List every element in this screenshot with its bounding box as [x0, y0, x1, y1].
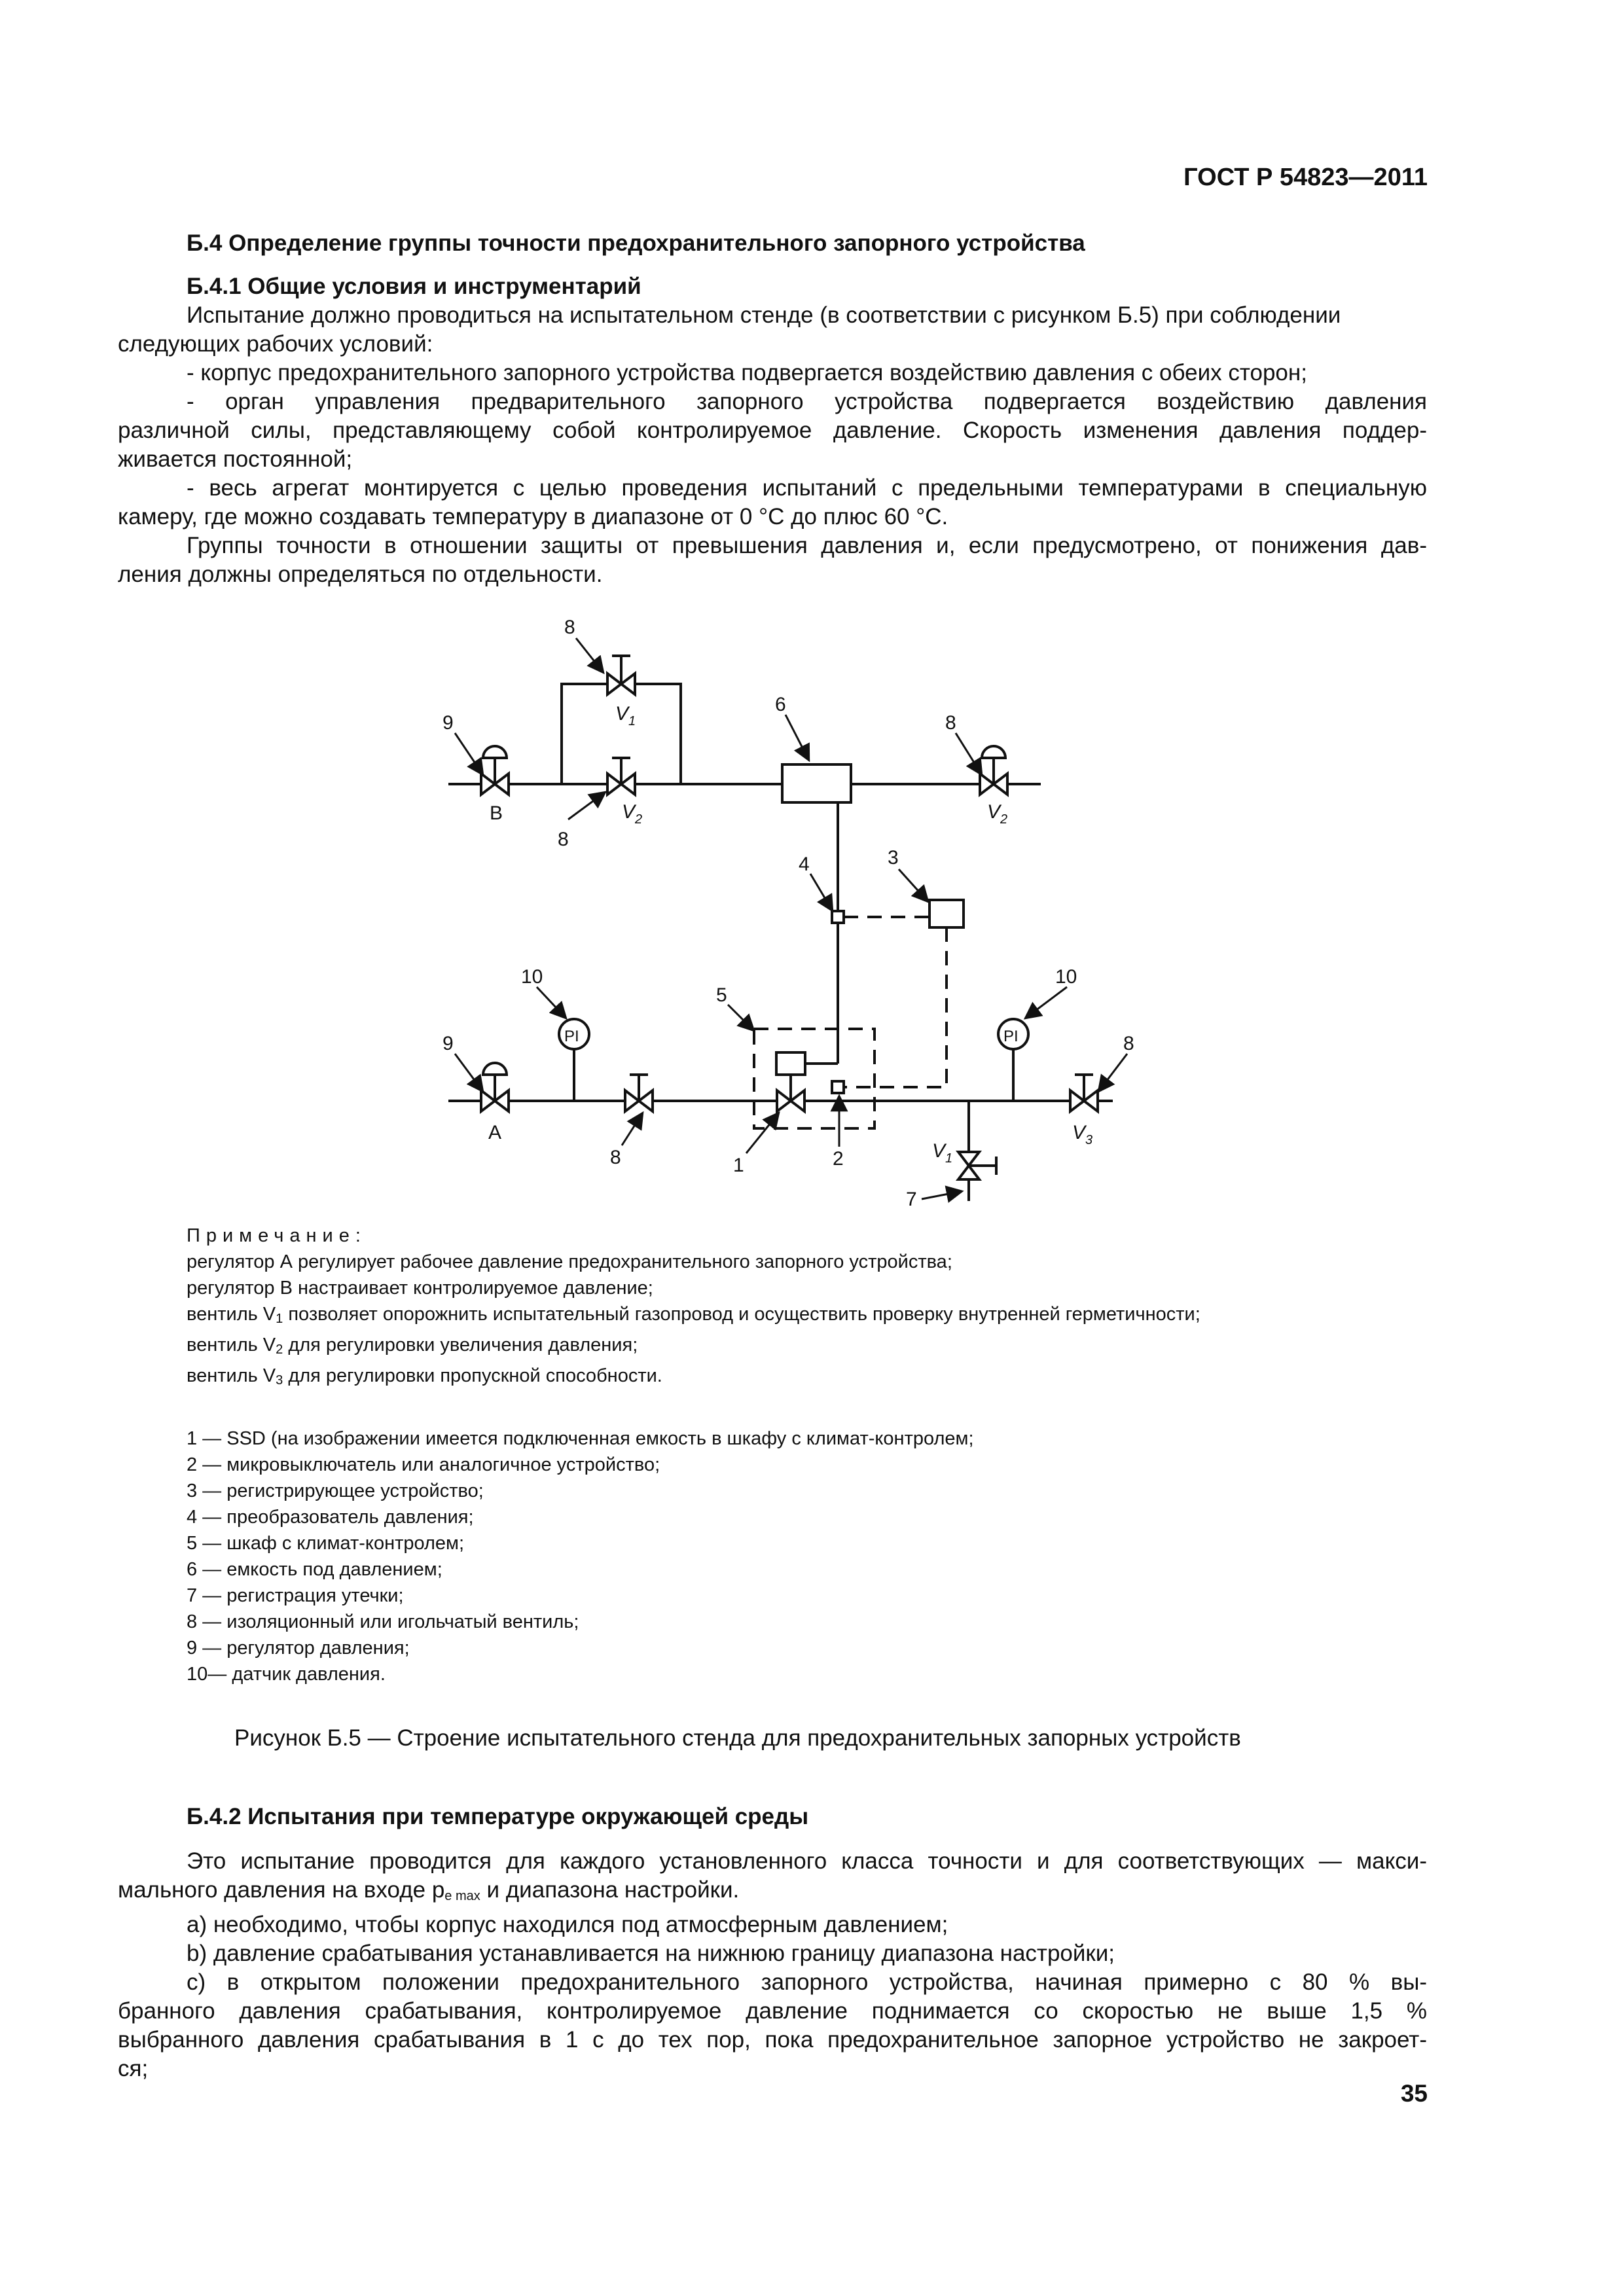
bullet-line: различной силы, представляющему собой контролируемое давление. Скорость изменения давления поддер-: [118, 418, 1427, 443]
legend-item: 5 — шкаф с климат-контролем;: [187, 1533, 465, 1554]
label-2: 2: [833, 1148, 844, 1170]
list-item: бранного давления срабатывания, контролируемое давление поднимается со скоростью не выше 1,5 %: [118, 1998, 1427, 2024]
label-10: 10: [1055, 966, 1077, 988]
label-6: 6: [775, 694, 786, 715]
label-v: V: [615, 703, 629, 725]
label-sub: 2: [635, 812, 643, 827]
list-item: выбранного давления срабатывания в 1 с до тех пор, пока предохранительное запорное устройство не закроет-: [118, 2027, 1427, 2053]
svg-text:V1: [615, 703, 636, 728]
note-title: Примечание:: [187, 1225, 367, 1246]
legend-item: 7 — регистрация утечки;: [187, 1585, 404, 1606]
label-sub: 1: [945, 1151, 953, 1166]
label-5: 5: [716, 984, 727, 1006]
legend-item: 1 — SSD (на изображении имеется подключенная емкость в шкафу с климат-контролем;: [187, 1428, 974, 1449]
legend-item: 10— датчик давления.: [187, 1664, 386, 1685]
paragraph-line: следующих рабочих условий:: [118, 331, 433, 357]
bullet-line: - весь агрегат монтируется с целью проведения испытаний с предельными температурами в специальную: [187, 475, 1427, 501]
page-number: 35: [1400, 2080, 1428, 2107]
bullet-line: живается постоянной;: [118, 446, 353, 472]
label-sub: 1: [628, 714, 636, 728]
label-v: V: [932, 1140, 946, 1162]
list-item: b) давление срабатывания устанавливается на нижнюю границу диапазона настройки;: [187, 1941, 1115, 1966]
label-7: 7: [906, 1189, 917, 1210]
list-item: c) в открытом положении предохранительного запорного устройства, начиная примерно с 80 % вы-: [187, 1969, 1427, 1995]
label-4: 4: [799, 853, 810, 875]
label-8: 8: [1123, 1033, 1134, 1054]
paragraph-line: Группы точности в отношении защиты от превышения давления и, если предусмотрено, от понижения дав-: [187, 533, 1427, 558]
body-text: [118, 1847, 1427, 2083]
label-A: A: [488, 1122, 502, 1143]
label-sub: 2: [1000, 812, 1008, 827]
note-line: вентиль $V_2$ для регулировки увеличения давления;: [187, 1335, 638, 1357]
label-v: V: [987, 801, 1001, 823]
label-B: B: [490, 802, 503, 824]
legend-item: 8 — изоляционный или игольчатый вентиль;: [187, 1611, 579, 1632]
label-8: 8: [610, 1147, 621, 1168]
bullet-line: - корпус предохранительного запорного устройства подвергается воздействию давления с обеих сторон;: [187, 360, 1307, 386]
note-line: вентиль $V_3$ для регулировки пропускной способности.: [187, 1365, 662, 1388]
label-8: 8: [564, 617, 575, 638]
subsection-title: Б.4.2 Испытания при температуре окружающей среды: [187, 1804, 809, 1829]
paragraph-line: ления должны определяться по отдельности.: [118, 562, 603, 587]
label-9: 9: [442, 1033, 454, 1054]
paragraph-line: Испытание должно проводиться на испытательном стенде (в соответствии с рисунком Б.5) при соблюдении: [187, 302, 1341, 328]
list-item: ся;: [118, 2056, 149, 2081]
test-bench-diagram: [419, 602, 1152, 1230]
svg-text:V1: [932, 1140, 952, 1166]
svg-text:V2: [987, 801, 1007, 827]
legend-item: 2 — микровыключатель или аналогичное устройство;: [187, 1454, 660, 1475]
legend-item: 4 — преобразователь давления;: [187, 1507, 474, 1528]
label-sub: 3: [1085, 1133, 1093, 1147]
label-10: 10: [521, 966, 543, 988]
figure-notes: [187, 1223, 1200, 1393]
note-line: вентиль $V_1$ позволяет опорожнить испытательный газопровод и осуществить проверку внутренней герметичности;: [187, 1304, 1200, 1326]
label-8: 8: [945, 712, 956, 734]
subsection-title: Б.4.1 Общие условия и инструментарий: [187, 274, 641, 299]
standard-header: ГОСТ Р 54823—2011: [1183, 164, 1428, 191]
svg-text:V3: [1072, 1122, 1092, 1147]
legend-item: 3 — регистрирующее устройство;: [187, 1480, 484, 1501]
svg-text:V2: [622, 801, 642, 827]
label-9: 9: [442, 712, 454, 734]
bullet-line: камеру, где можно создавать температуру в диапазоне от 0 °С до плюс 60 °С.: [118, 504, 948, 529]
label-3: 3: [888, 847, 899, 869]
figure-legend: [187, 1426, 974, 1687]
label-v: V: [1072, 1122, 1086, 1143]
note-line: регулятор А регулирует рабочее давление предохранительного запорного устройства;: [187, 1251, 952, 1272]
label-1: 1: [733, 1155, 744, 1176]
bullet-line: - орган управления предварительного запорного устройства подвергается воздействию давления: [187, 389, 1427, 414]
list-item: a) необходимо, чтобы корпус находился под атмосферным давлением;: [187, 1912, 948, 1937]
section-title: Б.4 Определение группы точности предохранительного запорного устройства: [187, 230, 1085, 256]
body-text: [118, 301, 1427, 589]
legend-item: 6 — емкость под давлением;: [187, 1559, 442, 1580]
label-pi: PI: [564, 1028, 579, 1045]
paragraph-line: Это испытание проводится для каждого установленного класса точности и для соответствующих — макси-: [187, 1848, 1427, 1874]
label-8: 8: [558, 829, 569, 850]
label-v: V: [622, 801, 636, 823]
figure-caption: Рисунок Б.5 — Строение испытательного стенда для предохранительных запорных устройств: [234, 1725, 1241, 1751]
note-line: регулятор В настраивает контролируемое давление;: [187, 1278, 653, 1299]
legend-item: 9 — регулятор давления;: [187, 1638, 410, 1659]
label-pi: PI: [1003, 1028, 1019, 1045]
paragraph-line: мального давления на входе $p_{e max}$ и диапазона настройки.: [118, 1877, 740, 1903]
